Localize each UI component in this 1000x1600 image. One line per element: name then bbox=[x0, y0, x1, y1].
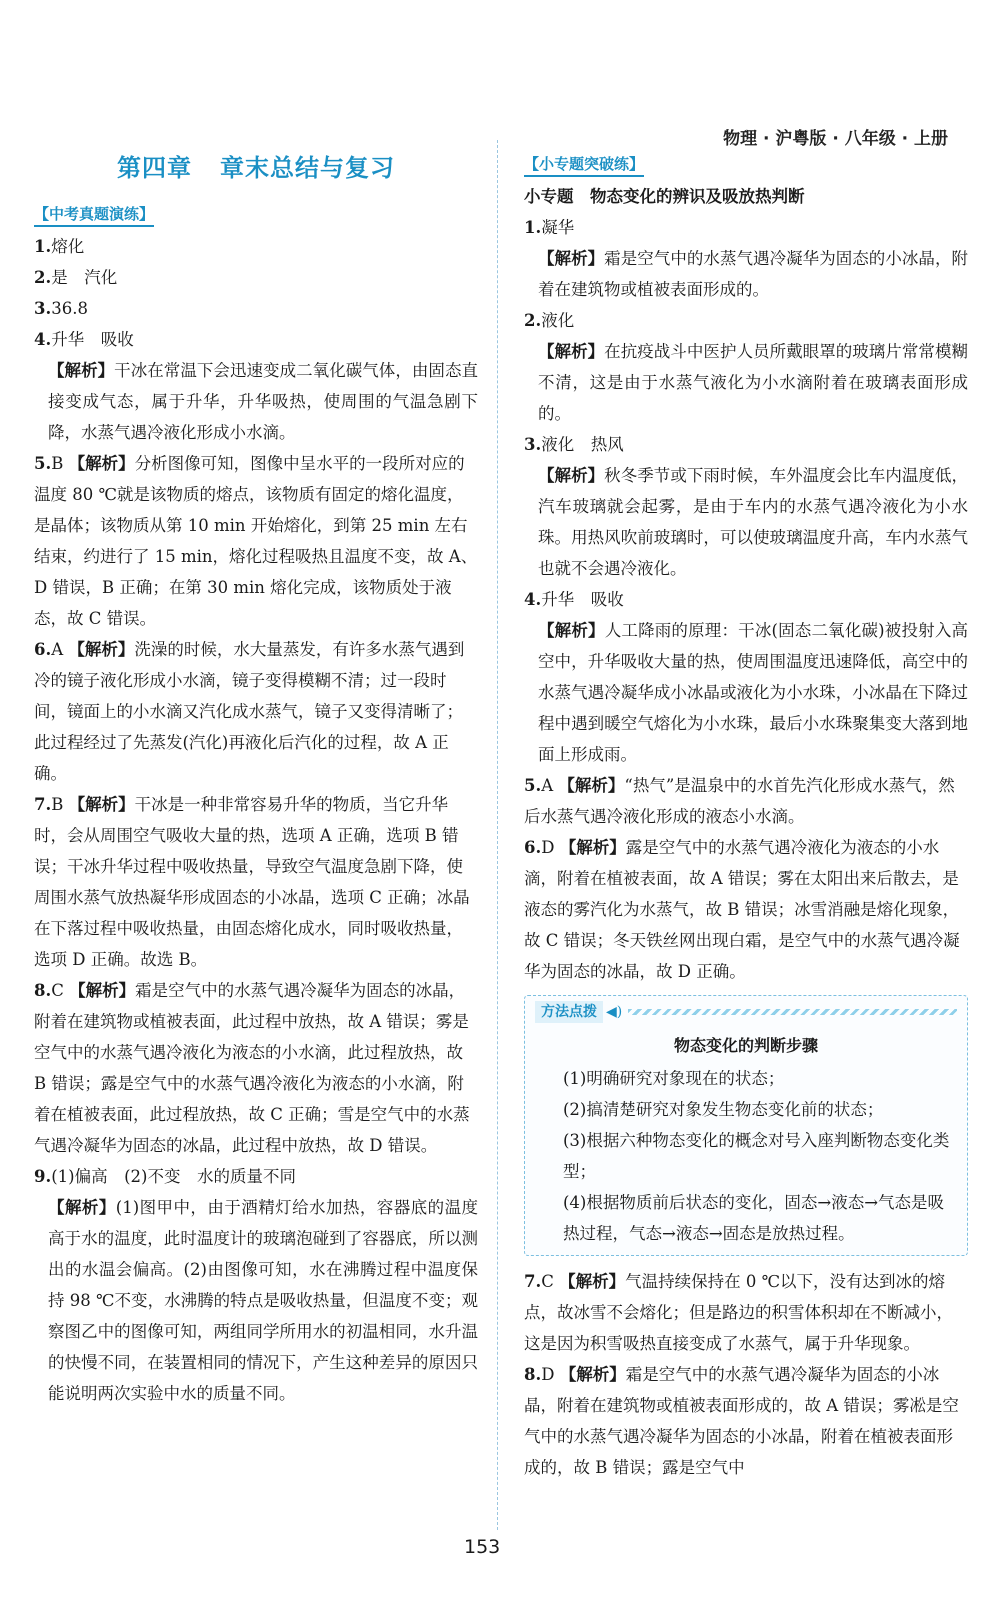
section-tag-exam: 【中考真题演练】 bbox=[34, 203, 154, 227]
section-tag-topic: 【小专题突破练】 bbox=[524, 153, 644, 177]
speaker-icon: ◀) bbox=[606, 1003, 623, 1020]
explanation: 【解析】霜是空气中的水蒸气遇冷凝华为固态的小冰晶，附着在建筑物或植被表面形成的。 bbox=[538, 249, 969, 299]
answer-item: 1.熔化 bbox=[34, 237, 85, 256]
explanation: 【解析】干冰在常温下会迅速变成二氧化碳气体，由固态直接变成气态，属于升华，升华吸热，使周围的气温急剧下降，水蒸气遇冷液化形成小水滴。 bbox=[48, 361, 479, 442]
explanation: 【解析】(1)图甲中，由于酒精灯给水加热，容器底的温度高于水的温度，此时温度计的玻璃泡碰到了容器底，所以测出的水温会偏高。(2)由图像可知，水在沸腾过程中温度保持 98 ℃不变，水沸腾的特点是吸收热量，但温度不变；观察图乙中的图像可知，两组同学所用水的初温相同，水升温的快慢不同，在装置相同的情况下，产生这种差异的原因只能说明两次实验中水的质量不同。 bbox=[48, 1198, 479, 1403]
answer-item: 5.A 【解析】“热气”是温泉中的水首先汽化形成水蒸气，然后水蒸气遇冷液化形成的液态小水滴。 bbox=[524, 776, 955, 826]
method-tip-header bbox=[535, 1000, 957, 1024]
answer-item: 6.D 【解析】露是空气中的水蒸气遇冷液化为液态的小水滴，附着在植被表面，故 A 错误；雾在太阳出来后散去，是液态的雾汽化为水蒸气，故 B 错误；冰雪消融是熔化现象，故 C 错误；冬天铁丝网出现白霜，是空气中的水蒸气遇冷凝华为固态的冰晶，故 D 正确。 bbox=[524, 838, 960, 981]
answer-item: 8.D 【解析】霜是空气中的水蒸气遇冷凝华为固态的小冰晶，附着在建筑物或植被表面形成的，故 A 错误；雾凇是空气中的水蒸气遇冷凝华为固态的小冰晶，附着在植被表面形成的，故 B 错误；露是空气中 bbox=[524, 1365, 959, 1477]
answer-item: 7.C 【解析】气温持续保持在 0 ℃以下，没有达到冰的熔点，故冰雪不会熔化；但是路边的积雪体积却在不断减小，这是因为积雪吸热直接变成了水蒸气，属于升华现象。 bbox=[524, 1272, 953, 1353]
answer-item: 4.升华 吸收 bbox=[524, 590, 624, 609]
chapter-number: 第四章 bbox=[117, 154, 192, 182]
answer-item: 8.C 【解析】霜是空气中的水蒸气遇冷凝华为固态的冰晶，附着在建筑物或植被表面，此过程中放热，故 A 错误；雾是空气中的水蒸气遇冷液化为液态的小水滴，此过程放热，故 B 错误；露是空气中的水蒸气遇冷液化为液态的小水滴，附着在植被表面，此过程放热，故 C 正确；雪是空气中的水蒸气遇冷凝华为固态的冰晶，此过程中放热，故 D 错误。 bbox=[34, 981, 470, 1155]
method-step: (4)根据物质前后状态的变化，固态→液态→气态是吸热过程，气态→液态→固态是放热过程。 bbox=[563, 1193, 945, 1243]
answer-item: 2.是 汽化 bbox=[34, 268, 118, 287]
right-column bbox=[524, 148, 968, 1483]
method-tip-label: 方法点拨 bbox=[535, 1001, 603, 1023]
page-number: 153 bbox=[464, 1536, 501, 1558]
column-divider bbox=[497, 140, 498, 1530]
method-tip-title: 物态变化的判断步骤 bbox=[673, 1036, 818, 1055]
method-step: (3)根据六种物态变化的概念对号入座判断物态变化类型； bbox=[563, 1131, 950, 1181]
chapter-title bbox=[34, 148, 478, 188]
explanation: 【解析】人工降雨的原理：干冰(固态二氧化碳)被投射入高空中，升华吸收大量的热，使周围温度迅速降低，高空中的水蒸气遇冷凝华成小冰晶或液化为小水珠，小冰晶在下降过程中遇到暖空气熔化为小水珠，最后小水珠聚集变大落到地面上形成雨。 bbox=[538, 621, 969, 764]
explanation: 【解析】秋冬季节或下雨时候，车外温度会比车内温度低，汽车玻璃就会起雾，是由于车内的水蒸气遇冷液化为小水珠。用热风吹前玻璃时，可以使玻璃温度升高，车内水蒸气也就不会遇冷液化。 bbox=[538, 466, 969, 578]
answer-item: 1.凝华 bbox=[524, 218, 575, 237]
answer-item: 7.B 【解析】干冰是一种非常容易升华的物质，当它升华时，会从周围空气吸收大量的热，选项 A 正确，选项 B 错误；干冰升华过程中吸收热量，导致空气温度急剧下降，使周围水蒸气放热凝华形成固态的小冰晶，选项 C 正确；冰晶在下落过程中吸收热量，由固态熔化成水，同时吸收热量，选项 D 正确。故选 B。 bbox=[34, 795, 470, 969]
explanation: 【解析】在抗疫战斗中医护人员所戴眼罩的玻璃片常常模糊不清，这是由于水蒸气液化为小水滴附着在玻璃表面形成的。 bbox=[538, 342, 969, 423]
answer-item: 3.36.8 bbox=[34, 299, 88, 318]
method-step: (2)搞清楚研究对象发生物态变化前的状态； bbox=[563, 1100, 884, 1119]
answer-item: 4.升华 吸收 bbox=[34, 330, 134, 349]
subtopic-title: 小专题 物态变化的辨识及吸放热判断 bbox=[524, 187, 805, 206]
running-header: 物理 · 沪粤版 · 八年级 · 上册 bbox=[723, 129, 948, 149]
answer-item: 2.液化 bbox=[524, 311, 575, 330]
method-step: (1)明确研究对象现在的状态； bbox=[563, 1069, 785, 1088]
decorative-wave-line bbox=[628, 1009, 957, 1015]
answer-item: 6.A 【解析】洗澡的时候，水大量蒸发，有许多水蒸气遇到冷的镜子液化形成小水滴，镜子变得模糊不清；过一段时间，镜面上的小水滴又汽化成水蒸气，镜子又变得清晰了；此过程经过了先蒸发(汽化)再液化后汽化的过程，故 A 正确。 bbox=[34, 640, 465, 783]
answer-item: 5.B 【解析】分析图像可知，图像中呈水平的一段所对应的温度 80 ℃就是该物质的熔点，该物质有固定的熔化温度，是晶体；该物质从第 10 min 开始熔化，到第 25 min 左右结束，约进行了 15 min，熔化过程吸热且温度不变，故 A、D 错误，B 正确；在第 30 min 熔化完成，该物质处于液态，故 C 错误。 bbox=[34, 454, 478, 628]
chapter-name: 章末总结与复习 bbox=[220, 154, 395, 182]
answer-item: 9.(1)偏高 (2)不变 水的质量不同 bbox=[34, 1167, 296, 1186]
method-tip-box bbox=[524, 995, 968, 1256]
answer-item: 3.液化 热风 bbox=[524, 435, 624, 454]
left-column bbox=[34, 148, 478, 1409]
